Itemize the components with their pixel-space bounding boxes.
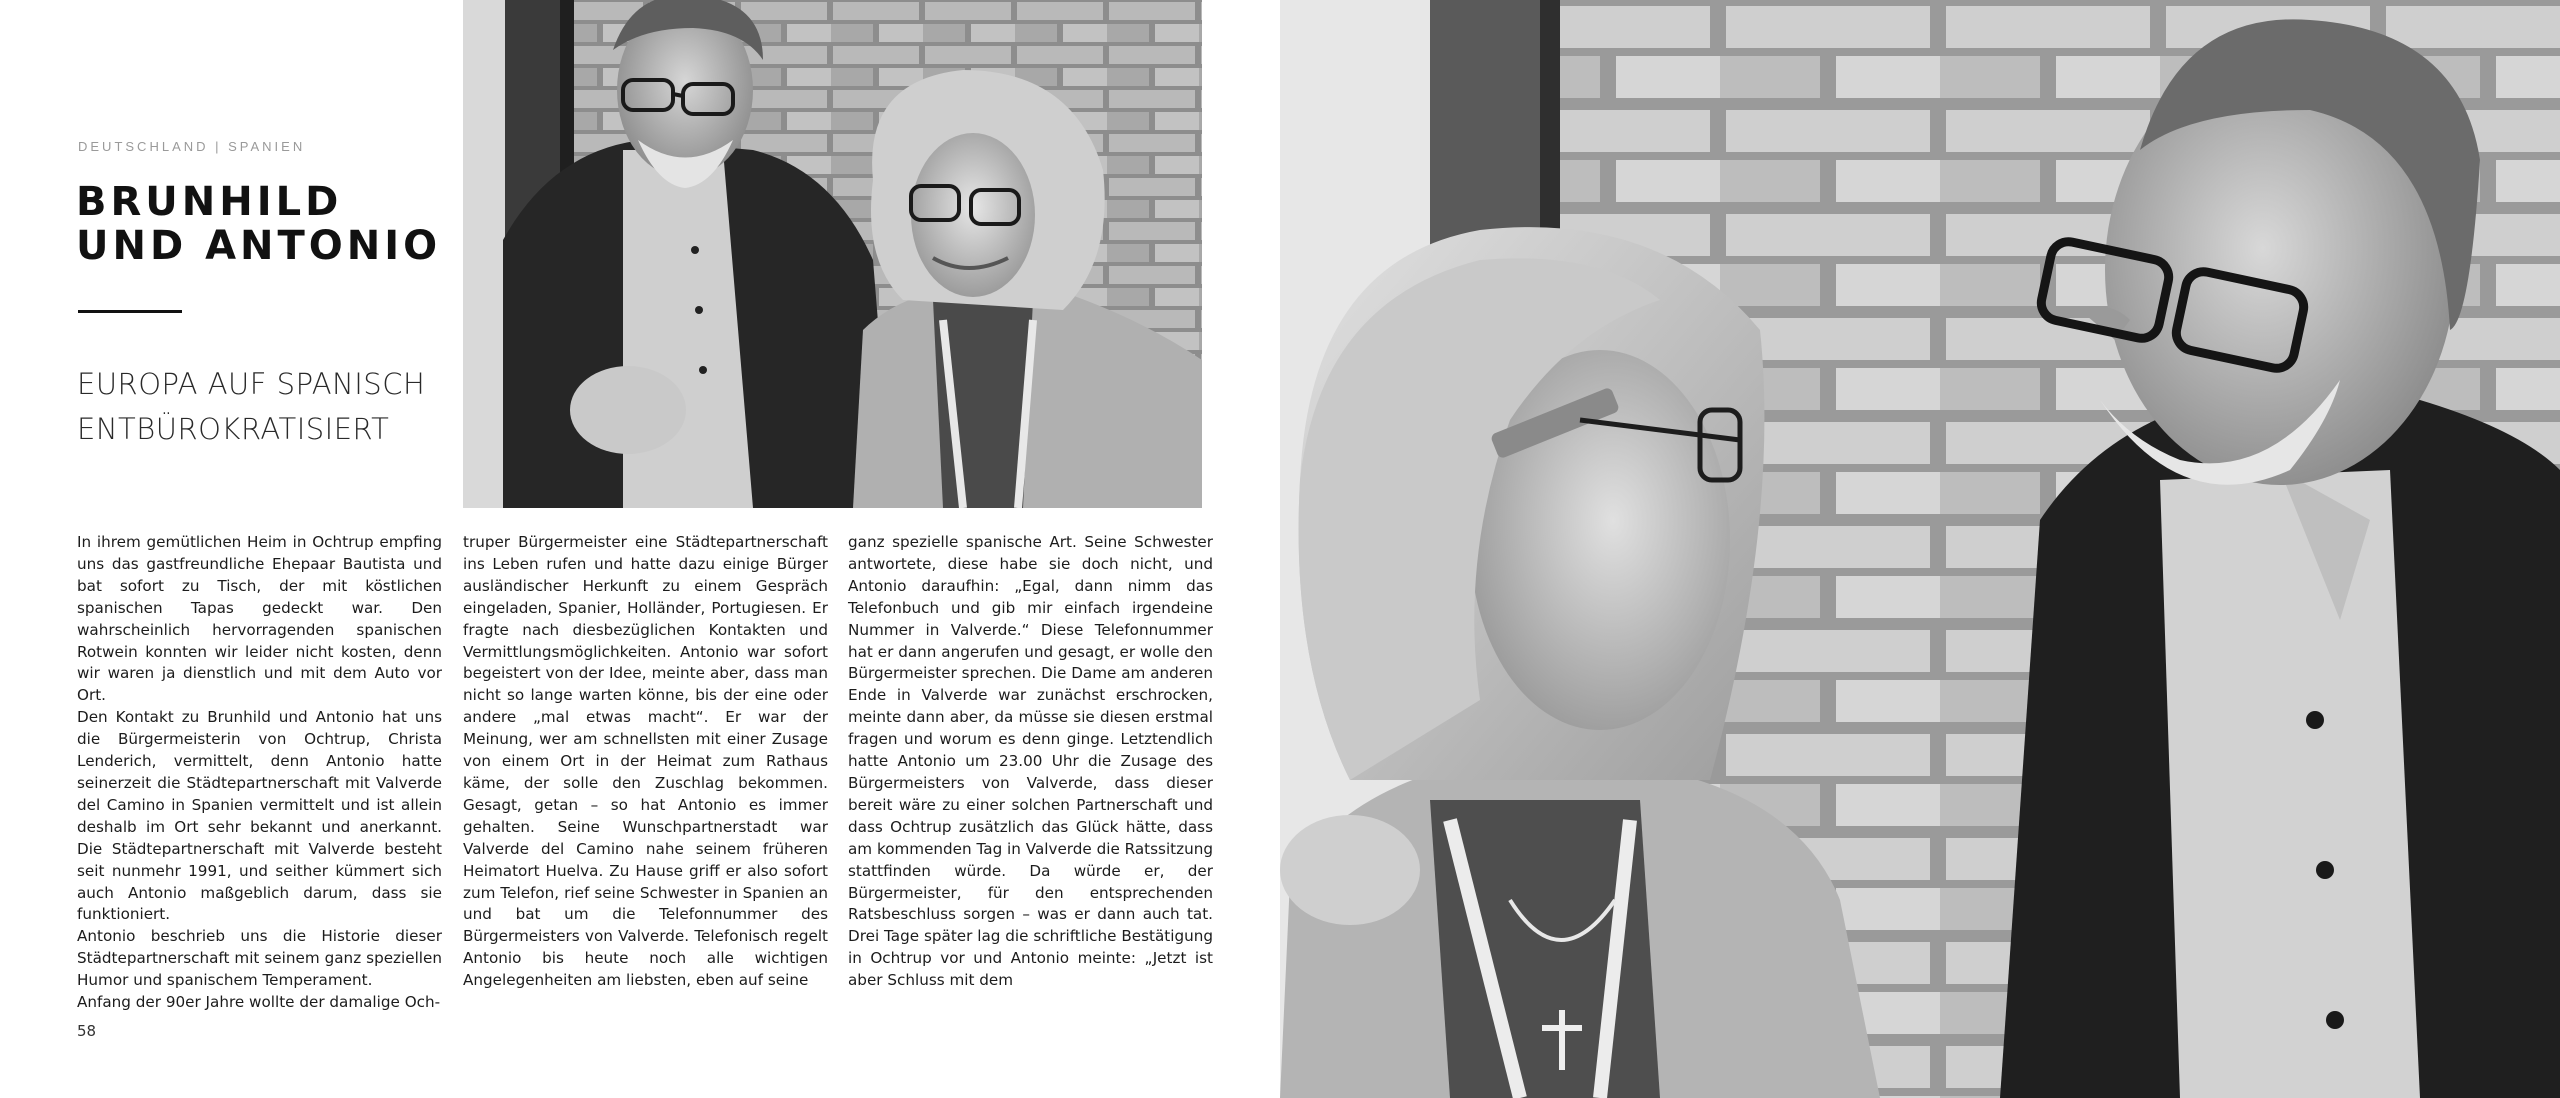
kicker: DEUTSCHLAND | SPANIEN	[78, 139, 306, 154]
paragraph: Antonio beschrieb uns die Historie dieser Städtepartnerschaft mit seinem ganz speziellen Humor und spanischem Temperament.	[77, 927, 442, 990]
couple-portrait-photo	[463, 0, 1202, 508]
paragraph: truper Bürgermeister eine Städtepartnerschaft ins Leben rufen und hatte dazu einige Bürger ausländischer Herkunft zu einem Gespräch eingeladen, Spanier, Holländer, Portugiesen. Er fragte nach diesbezüglichen Kontakten und Vermittlungsmöglichkeiten. Antonio war sofort begeistert von der Idee, meinte aber, dass man nicht so lange warten könne, bis der eine oder andere „mal etwas macht“. Er war der Meinung, wer am schnellsten mit einer Zusage von einem Ort in der Heimat zum Rathaus käme, der solle den Zuschlag bekommen. Gesagt, getan – so hat Antonio es immer gehalten. Seine Wunschpartnerstadt war Valverde del Camino nahe seinem früheren Heimatort Huelva. Zu Hause griff er also sofort zum Telefon, rief seine Schwester in Spanien an und bat um die Telefonnummer des Bürgermeisters von Valverde. Telefonisch regelt Antonio bis heute noch alle wichtigen Angelegenheiten am liebsten, eben auf seine	[463, 533, 828, 990]
page-title-line-2: UND ANTONIO	[76, 223, 442, 269]
subtitle-line-2: ENTBÜROKRATISIERT	[77, 412, 390, 446]
right-page-photo	[1280, 0, 2560, 1098]
article-column-1	[77, 532, 442, 1014]
couple-portrait-illustration	[463, 0, 1202, 508]
page-number: 58	[77, 1022, 97, 1040]
paragraph: ganz spezielle spanische Art. Seine Schwester antwortete, diese habe sie doch nicht, und Antonio daraufhin: „Egal, dann nimm das Telefonbuch und gib mir einfach irgendeine Nummer in Valverde.“ Diese Telefonnummer hat er dann angerufen und gesagt, er wolle den Bürgermeister sprechen. Die Dame am anderen Ende in Valverde war zunächst erschrocken, meinte dann aber, da müsse sie diesen erstmal fragen und worum es denn ginge. Letztendlich hatte Antonio um 23.00 Uhr die Zusage des Bürgermeisters von Valverde, dass dieser bereit wäre zu einer solchen Partnerschaft und dass Ochtrup zusätzlich das Glück hätte, dass am kommenden Tag in Valverde die Ratssitzung stattfinden würde. Da würde er, der Bürgermeister, für den entsprechenden Ratsbeschluss sorgen – was er dann auch tat. Drei Tage später lag die schriftliche Bestätigung in Ochtrup vor und Antonio meinte: „Jetzt ist aber Schluss mit dem	[848, 533, 1213, 990]
page-title	[76, 180, 456, 268]
title-divider	[78, 310, 182, 313]
couple-closeup-illustration	[1280, 0, 2560, 1098]
subtitle-line-1: EUROPA AUF SPANISCH	[77, 367, 426, 401]
subtitle	[77, 362, 437, 452]
paragraph: Anfang der 90er Jahre wollte der damalige Och-	[77, 993, 441, 1012]
article-column-3	[848, 532, 1213, 992]
article-column-2	[463, 532, 828, 992]
page-title-line-1: BRUNHILD	[76, 179, 343, 225]
article-body	[77, 532, 1213, 1012]
paragraph: In ihrem gemütlichen Heim in Ochtrup empfing uns das gastfreundliche Ehepaar Bautista und bat sofort zu Tisch, der mit köstlichen spanischen Tapas gedeckt war. Den wahrscheinlich hervorragenden spanischen Rotwein konnten wir leider nicht kosten, denn wir waren ja dienstlich und mit dem Auto vor Ort.	[77, 533, 442, 705]
paragraph: Den Kontakt zu Brunhild und Antonio hat uns die Bürgermeisterin von Ochtrup, Christa Lenderich, vermittelt, denn Antonio hatte seinerzeit die Städtepartnerschaft mit Valverde del Camino in Spanien vermittelt und ist allein deshalb im Ort sehr bekannt und anerkannt. Die Städtepartnerschaft mit Valverde besteht seit nunmehr 1991, und seither kümmert sich auch Antonio maßgeblich darum, dass sie funktioniert.	[77, 708, 442, 924]
